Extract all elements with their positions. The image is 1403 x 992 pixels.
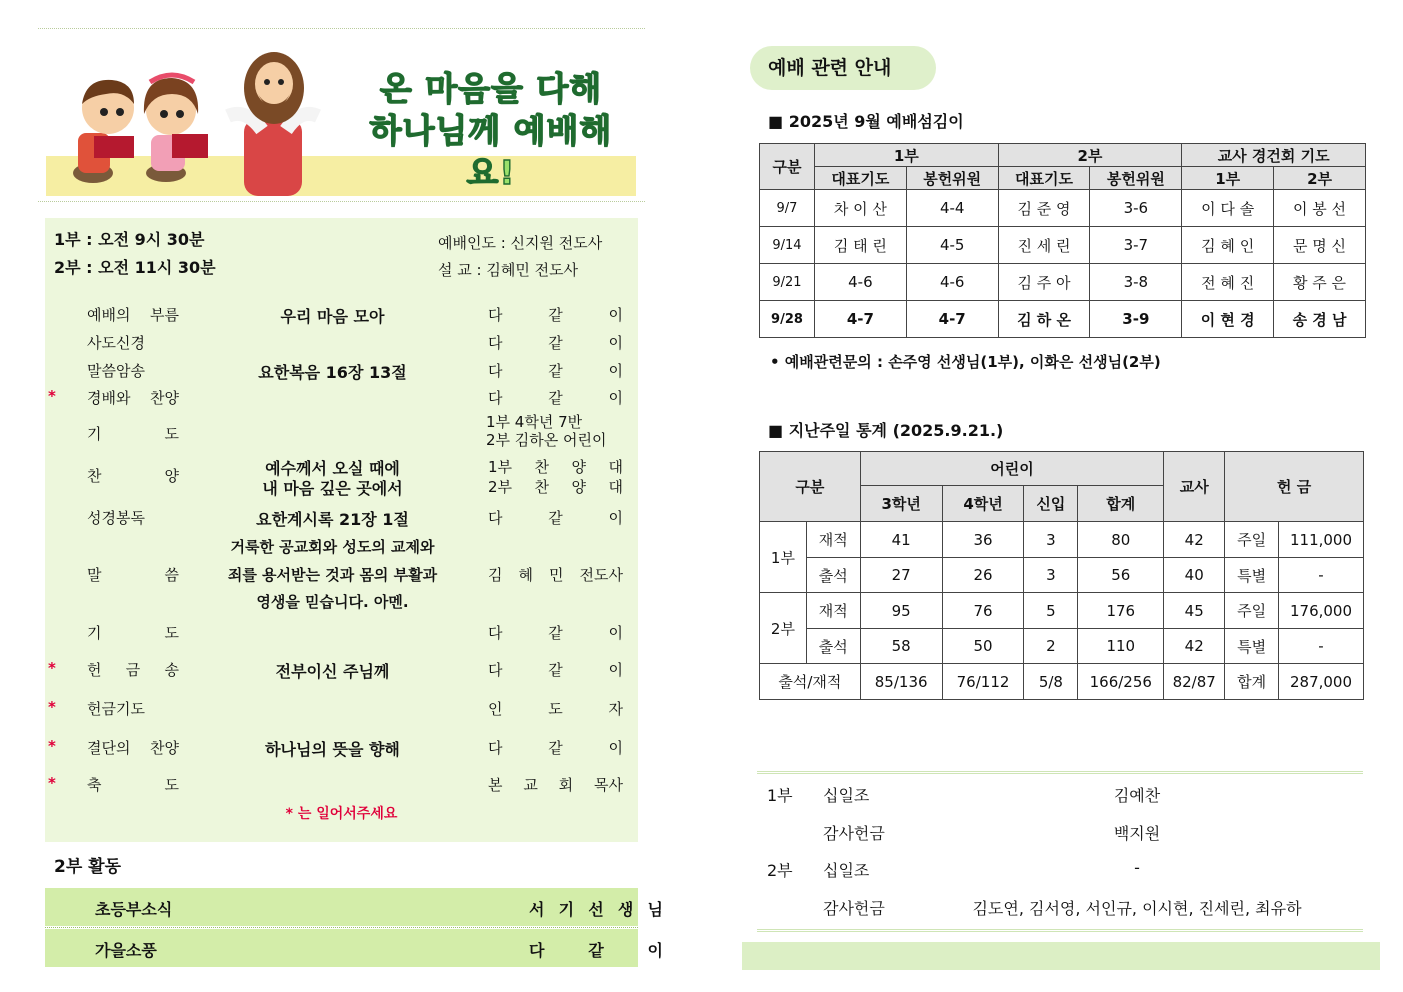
stats-cell: 110 — [1078, 629, 1164, 664]
order-item-by: 다 같 이 — [488, 739, 623, 757]
order-item-name: 축 도 — [87, 776, 179, 794]
stand-marker: * — [48, 698, 56, 716]
order-item-by: 본 교 회 목사 — [488, 776, 623, 794]
order-item-name: 말 씀 — [87, 566, 179, 584]
order-item-name: 예배의 부름 — [87, 306, 179, 324]
order-item-by: 다 같 이 — [488, 509, 623, 527]
offering-kind: 십일조 — [823, 861, 870, 880]
order-item-by-line1: 1부 4학년 7반 — [486, 413, 583, 431]
order-row — [45, 536, 638, 616]
duty-subheader: 대표기도 — [998, 167, 1090, 190]
worship-leader: 예배인도 : 신지원 전도사 — [438, 234, 603, 252]
order-item-name: 결단의 찬양 — [87, 739, 179, 757]
duty-cell: 4-5 — [906, 227, 998, 264]
duty-cell: 차 이 산 — [814, 190, 906, 227]
stats-cell: 3 — [1024, 522, 1078, 558]
duty-title: ■ 2025년 9월 예배섬김이 — [768, 112, 964, 131]
duty-cell: 송 경 남 — [1274, 301, 1366, 338]
order-item-by-line2: 2부 김하온 어린이 — [486, 431, 607, 449]
offering-names: 김예찬 — [1113, 786, 1161, 805]
stats-cell: 5 — [1024, 593, 1078, 629]
duty-row — [760, 264, 1366, 301]
order-item-by: 인 도 자 — [488, 700, 623, 718]
section-divider — [38, 201, 645, 202]
duty-date: 9/7 — [760, 190, 815, 227]
stats-subheader: 3학년 — [860, 486, 942, 522]
stats-cell: 95 — [860, 593, 942, 629]
stats-cell: 80 — [1078, 522, 1164, 558]
offering-names: 김도연, 김서영, 서인규, 이시현, 진세린, 최유하 — [972, 899, 1302, 918]
order-item-by-line1: 1부 찬 양 대 — [488, 458, 623, 476]
activity-by: 다 같 이 — [529, 941, 663, 960]
duty-cell: 김 준 영 — [998, 190, 1090, 227]
stats-row — [760, 593, 1364, 629]
duty-cell: 황 주 은 — [1274, 264, 1366, 301]
duty-cell: 4-4 — [906, 190, 998, 227]
duty-cell: 4-6 — [906, 264, 998, 301]
stats-group: 2부 — [760, 593, 807, 664]
duty-cell: 이 봉 선 — [1274, 190, 1366, 227]
order-item-content-line1: 거룩한 공교회와 성도의 교제와 — [230, 538, 435, 556]
stats-header-children: 어린이 — [860, 452, 1164, 486]
stats-total-label: 출석/재적 — [760, 664, 861, 700]
stats-cell: 176 — [1078, 593, 1164, 629]
stand-marker: * — [48, 387, 56, 405]
order-item-by: 다 같 이 — [488, 362, 623, 380]
offering-group: 2부 — [767, 861, 793, 880]
stats-cell: 3 — [1024, 558, 1078, 593]
duty-row — [760, 301, 1366, 338]
stats-type: 출석 — [806, 558, 860, 593]
order-item-name: 기 도 — [87, 425, 179, 443]
stats-cell: 76 — [942, 593, 1024, 629]
duty-cell: 전 혜 진 — [1182, 264, 1274, 301]
order-item-by: 다 같 이 — [488, 624, 623, 642]
order-item-by: 다 같 이 — [488, 661, 623, 679]
order-item-content: 요한계시록 21장 1절 — [256, 510, 409, 529]
stats-cell: 58 — [860, 629, 942, 664]
order-row — [45, 455, 638, 497]
stats-cell: 2 — [1024, 629, 1078, 664]
offering-names: 백지원 — [1113, 824, 1161, 843]
activity-by: 서 기 선 생 님 — [529, 900, 663, 919]
stats-cell: 166/256 — [1078, 664, 1164, 700]
activities-title: 2부 활동 — [54, 857, 122, 877]
offering-label: 주일 — [1225, 593, 1279, 629]
stats-cell: 85/136 — [860, 664, 942, 700]
order-item-name: 사도신경 — [87, 334, 145, 352]
stats-cell: 5/8 — [1024, 664, 1078, 700]
stats-header-teacher: 교사 — [1164, 452, 1225, 522]
order-item-content-line2: 내 마음 깊은 곳에서 — [262, 479, 403, 498]
stats-cell: 56 — [1078, 558, 1164, 593]
duty-row — [760, 190, 1366, 227]
order-item-content: 하나님의 뜻을 향해 — [265, 740, 400, 759]
stats-cell: 41 — [860, 522, 942, 558]
order-item-name: 경배와 찬양 — [87, 389, 179, 407]
duty-subheader: 2부 — [1274, 167, 1366, 190]
stats-cell: 82/87 — [1164, 664, 1225, 700]
activity-item — [45, 888, 663, 926]
order-item-by: 김 혜 민 전도사 — [488, 566, 623, 584]
offerings-top-border — [757, 771, 1363, 774]
order-item-content-line2: 죄를 용서받는 것과 몸의 부활과 — [227, 566, 438, 584]
order-item-name: 기 도 — [87, 624, 179, 642]
offering-value: 287,000 — [1279, 664, 1364, 700]
stats-header-offering: 헌 금 — [1225, 452, 1364, 522]
top-divider — [38, 28, 645, 29]
duty-row — [760, 227, 1366, 264]
duty-cell: 4-7 — [814, 301, 906, 338]
stats-cell: 26 — [942, 558, 1024, 593]
duty-cell: 김 주 아 — [998, 264, 1090, 301]
stats-cell: 40 — [1164, 558, 1225, 593]
offering-kind: 감사헌금 — [823, 824, 885, 843]
stats-cell: 42 — [1164, 629, 1225, 664]
offering-label: 특별 — [1225, 629, 1279, 664]
order-item-by: 다 같 이 — [488, 334, 623, 352]
order-item-name: 헌금기도 — [87, 700, 145, 718]
activity-label: 가을소풍 — [95, 941, 157, 960]
order-item-content: 우리 마음 모아 — [280, 307, 385, 326]
order-item-content-line3: 영생을 믿습니다. 아멘. — [256, 593, 409, 611]
stand-marker: * — [48, 659, 56, 677]
order-item-content: 요한복음 16장 13절 — [258, 363, 407, 382]
contact-note: • 예배관련문의 : 손주영 선생님(1부), 이화은 선생님(2부) — [770, 353, 1161, 371]
stats-title: ■ 지난주일 통계 (2025.9.21.) — [768, 421, 1004, 440]
stats-group: 1부 — [760, 522, 807, 593]
duty-date: 9/21 — [760, 264, 815, 301]
order-item-name: 성경봉독 — [87, 509, 145, 527]
duty-date: 9/14 — [760, 227, 815, 264]
duty-subheader: 봉헌위원 — [906, 167, 998, 190]
banner-title — [346, 68, 636, 194]
stats-type: 출석 — [806, 629, 860, 664]
stats-row — [760, 629, 1364, 664]
worship-info-heading: 예배 관련 안내 — [750, 46, 936, 90]
offering-kind: 감사헌금 — [823, 899, 885, 918]
stats-row — [760, 522, 1364, 558]
offering-label: 주일 — [1225, 522, 1279, 558]
stats-subheader: 신입 — [1024, 486, 1078, 522]
stats-total-row — [760, 664, 1364, 700]
duty-cell: 3-7 — [1090, 227, 1182, 264]
activity-label: 초등부소식 — [95, 900, 173, 919]
stats-subheader: 합계 — [1078, 486, 1164, 522]
banner-title-line2: 하나님께 예배해요! — [369, 111, 613, 192]
order-item-content-line1: 예수께서 오실 때에 — [265, 459, 400, 478]
stand-marker: * — [48, 774, 56, 792]
order-item-name: 헌 금 송 — [87, 661, 179, 679]
preacher: 설 교 : 김혜민 전도사 — [438, 261, 579, 279]
duty-cell: 3-6 — [1090, 190, 1182, 227]
footer-bar — [742, 942, 1380, 970]
duty-cell: 이 현 경 — [1182, 301, 1274, 338]
offering-value: - — [1279, 558, 1364, 593]
stats-subheader: 4학년 — [942, 486, 1024, 522]
duty-header-group3: 교사 경건회 기도 — [1182, 144, 1366, 167]
duty-cell: 김 하 온 — [998, 301, 1090, 338]
stats-cell: 36 — [942, 522, 1024, 558]
stats-type: 재적 — [806, 522, 860, 558]
duty-cell: 3-9 — [1090, 301, 1182, 338]
offering-value: - — [1279, 629, 1364, 664]
duty-cell: 이 다 솔 — [1182, 190, 1274, 227]
offering-label: 특별 — [1225, 558, 1279, 593]
offering-group: 1부 — [767, 786, 793, 805]
banner — [46, 38, 636, 196]
service-time-first: 1부 : 오전 9시 30분 — [54, 230, 205, 249]
order-item-name: 찬 양 — [87, 467, 179, 485]
children-and-jesus-illustration — [46, 38, 346, 196]
stats-cell: 50 — [942, 629, 1024, 664]
duty-cell: 김 혜 인 — [1182, 227, 1274, 264]
stats-cell: 42 — [1164, 522, 1225, 558]
duty-cell: 문 명 신 — [1274, 227, 1366, 264]
activity-item — [45, 929, 663, 967]
service-time-second: 2부 : 오전 11시 30분 — [54, 258, 216, 277]
offering-kind: 십일조 — [823, 786, 870, 805]
duty-subheader: 대표기도 — [814, 167, 906, 190]
order-item-name: 말씀암송 — [87, 362, 145, 380]
stats-table — [759, 451, 1364, 700]
offering-value: 111,000 — [1279, 522, 1364, 558]
duty-header-group2: 2부 — [998, 144, 1182, 167]
stats-cell: 76/112 — [942, 664, 1024, 700]
order-item-by: 다 같 이 — [488, 389, 623, 407]
stats-cell: 27 — [860, 558, 942, 593]
order-item-by-line2: 2부 찬 양 대 — [488, 478, 623, 496]
duty-subheader: 1부 — [1182, 167, 1274, 190]
banner-title-line1: 온 마음을 다해 — [379, 69, 603, 108]
offerings-bottom-border — [757, 929, 1363, 932]
duty-cell: 4-7 — [906, 301, 998, 338]
stand-note: * 는 일어서주세요 — [285, 806, 398, 822]
offering-value: 176,000 — [1279, 593, 1364, 629]
duty-subheader: 봉헌위원 — [1090, 167, 1182, 190]
duty-header-group1: 1부 — [814, 144, 998, 167]
order-item-content: 전부이신 주님께 — [275, 662, 390, 681]
offering-label: 합계 — [1225, 664, 1279, 700]
duty-table — [759, 143, 1366, 338]
duty-date: 9/28 — [760, 301, 815, 338]
order-item-by: 다 같 이 — [488, 306, 623, 324]
stats-cell: 45 — [1164, 593, 1225, 629]
offering-names: - — [1134, 858, 1140, 877]
stats-row — [760, 558, 1364, 593]
duty-cell: 3-8 — [1090, 264, 1182, 301]
order-row — [45, 413, 638, 453]
duty-header-category: 구분 — [760, 144, 815, 190]
duty-cell: 4-6 — [814, 264, 906, 301]
stats-header-category: 구분 — [760, 452, 861, 522]
stand-marker: * — [48, 737, 56, 755]
stats-type: 재적 — [806, 593, 860, 629]
duty-cell: 진 세 린 — [998, 227, 1090, 264]
duty-cell: 김 태 린 — [814, 227, 906, 264]
